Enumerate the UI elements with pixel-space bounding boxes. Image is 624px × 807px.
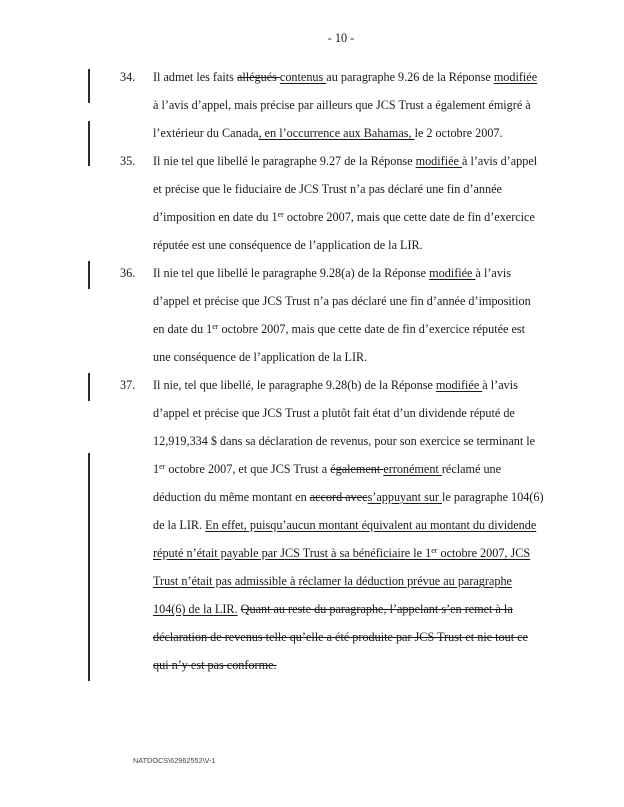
- text-run: er: [277, 209, 284, 219]
- deleted-text: également: [330, 462, 384, 476]
- inserted-text: er: [431, 545, 438, 555]
- text-run: le paragraphe 104(6) de la LIR.: [153, 490, 544, 532]
- text-run: à l’avis d’appel et précise que JCS Trust n’a pas déclaré une fin d’année d’imposition en date du 1: [153, 266, 531, 336]
- paragraph-number: 36.: [120, 266, 136, 280]
- inserted-text: modifiée: [415, 154, 462, 168]
- inserted-text: erronément: [383, 462, 442, 476]
- change-bar: [88, 121, 90, 166]
- text-run: er: [159, 461, 166, 471]
- footer-doc-id: NATDOCS\62962552\V-1: [133, 756, 216, 765]
- inserted-text: En effet, puisqu’aucun montant équivalent au montant du dividende réputé n’était payable par JCS Trust à sa bénéficiaire le 1: [153, 518, 537, 560]
- inserted-text: modifiée: [493, 70, 538, 84]
- inserted-text: , en l’occurrence aux Bahamas,: [258, 126, 415, 140]
- paragraph-37: [120, 371, 544, 679]
- text-run: octobre 2007, mais que cette date de fin d’exercice réputée est une conséquence de l’application de la LIR.: [153, 210, 535, 252]
- change-bar: [88, 453, 90, 681]
- paragraph-text: [153, 371, 544, 679]
- paragraph-36: [120, 259, 544, 371]
- text-run: octobre 2007, mais que cette date de fin d’exercice réputée est une conséquence de l’application de la LIR.: [153, 322, 526, 364]
- paragraph-number: 37.: [120, 378, 136, 392]
- inserted-text: contenus: [279, 70, 327, 84]
- inserted-text: modifiée: [435, 378, 483, 392]
- paragraph-text: [153, 63, 544, 147]
- inserted-text: s’appuyant sur: [367, 490, 443, 504]
- deleted-text: accord avec: [309, 490, 368, 504]
- text-run: au paragraphe 9.26 de la Réponse: [326, 70, 494, 84]
- text-run: le 2 octobre 2007.: [414, 126, 503, 140]
- text-run: Il nie, tel que libellé, le paragraphe 9.28(b) de la Réponse: [153, 378, 436, 392]
- text-run: er: [212, 321, 219, 331]
- change-bar: [88, 373, 90, 401]
- text-run: à l’avis d’appel et précise que le fiduciaire de JCS Trust n’a pas déclaré une fin d’année d’imposition en date du 1: [153, 154, 538, 224]
- change-bar: [88, 261, 90, 289]
- paragraph-text: [153, 147, 544, 259]
- paragraph-34: [120, 63, 544, 147]
- paragraph-text: [153, 259, 544, 371]
- text-run: Il nie tel que libellé le paragraphe 9.28(a) de la Réponse: [153, 266, 430, 280]
- paragraph-number: 34.: [120, 70, 136, 84]
- inserted-text: modifiée: [429, 266, 476, 280]
- text-run: réclamé une déduction du même montant en: [153, 462, 502, 504]
- text-run: Il admet les faits: [153, 70, 237, 84]
- deleted-text: Quant au reste du paragraphe, l’appelant s’en remet à la déclaration de revenus telle qu’elle a été produite par JCS Trust et nie tout ce qui n’y est pas conforme.: [153, 602, 528, 672]
- inserted-text: octobre 2007, JCS Trust n’était pas admissible à réclamer la déduction prévue au paragraphe 104(6) de la LIR.: [153, 546, 531, 616]
- deleted-text: allégués: [236, 70, 280, 84]
- text-run: octobre 2007, et que JCS Trust a: [165, 462, 331, 476]
- text-run: Il nie tel que libellé le paragraphe 9.27 de la Réponse: [153, 154, 416, 168]
- paragraph-number: 35.: [120, 154, 136, 168]
- change-bar: [88, 69, 90, 103]
- text-run: à l’avis d’appel et précise que JCS Trust a plutôt fait état d’un dividende réputé de 12,919,334 $ dans sa déclaration de revenus, pour son exercice se terminant le 1: [153, 378, 536, 476]
- text-run: à l’avis d’appel, mais précise par ailleurs que JCS Trust a également émigré à l’extérieur du Canada: [153, 98, 531, 140]
- paragraph-35: [120, 147, 544, 259]
- page-number: - 10 -: [327, 31, 355, 45]
